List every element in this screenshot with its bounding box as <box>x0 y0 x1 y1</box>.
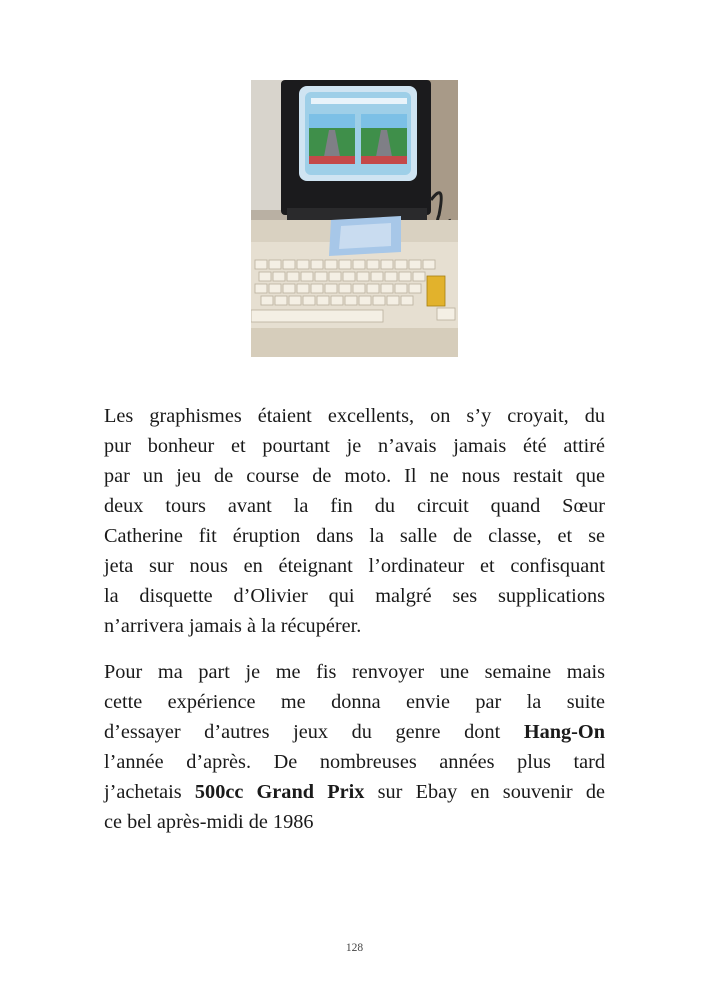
paragraph-1 <box>104 401 605 641</box>
text-line: pur bonheur et pourtant je n’avais jamais été attiré <box>104 435 605 457</box>
text-line: Pour ma part je me fis renvoyer une semaine mais <box>104 661 605 683</box>
text-line: Les graphismes étaient excellents, on s’y croyait, du <box>104 405 605 427</box>
text-line: par un jeu de course de moto. Il ne nous restait que <box>104 465 605 487</box>
page-number: 128 <box>345 942 364 954</box>
text-line: Catherine fit éruption dans la salle de classe, et se <box>104 525 605 547</box>
text-segment: d’essayer d’autres jeux du genre dont <box>104 721 524 743</box>
text-segment: j’achetais <box>104 781 195 803</box>
text-line: n’arrivera jamais à la récupérer. <box>104 615 362 637</box>
text-line <box>104 717 605 747</box>
retro-computer-photo <box>251 80 458 357</box>
text-segment: sur Ebay en souvenir de <box>364 781 605 803</box>
text-line: ce bel après-midi de 1986 <box>104 811 314 833</box>
paragraph-2 <box>104 657 605 837</box>
text-line: l’année d’après. De nombreuses années plus tard <box>104 751 605 773</box>
text-line: deux tours avant la fin du circuit quand Sœur <box>104 495 605 517</box>
text-line <box>104 777 605 807</box>
text-line: jeta sur nous en éteignant l’ordinateur et confisquant <box>104 555 605 577</box>
game-title-500cc-grand-prix: 500cc Grand Prix <box>194 781 365 803</box>
text-line: cette expérience me donna envie par la suite <box>104 691 605 713</box>
text-line: la disquette d’Olivier qui malgré ses supplications <box>104 585 605 607</box>
game-title-hang-on: Hang-On <box>523 721 605 743</box>
